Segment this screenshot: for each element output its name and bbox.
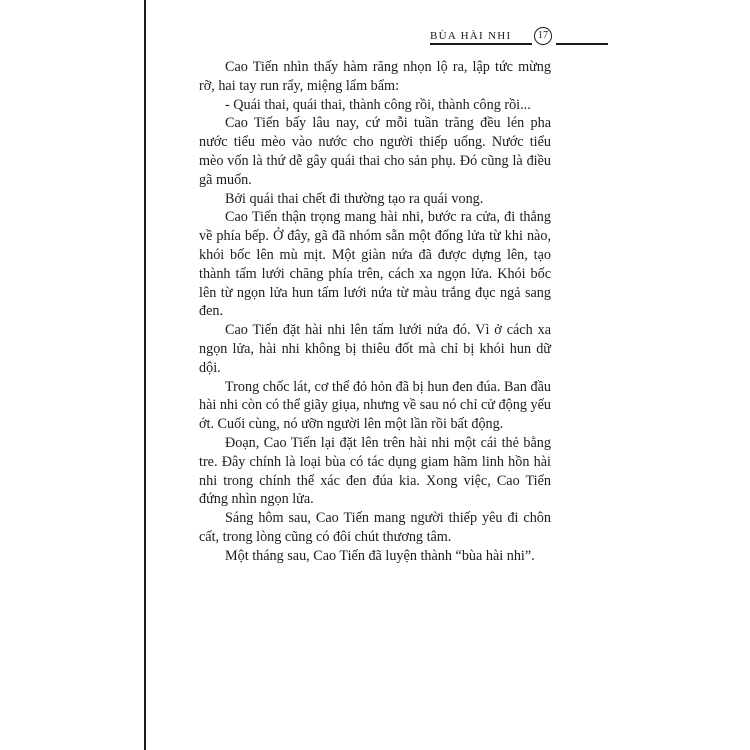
header-rule-left	[430, 43, 532, 45]
header-rule-right	[556, 43, 608, 45]
page-body	[199, 58, 551, 566]
paragraph: Trong chốc lát, cơ thể đỏ hỏn đã bị hun đen đúa. Ban đầu hài nhi còn có thể giãy giụa, nhưng về sau nó chỉ cử động yếu ớt. Cuối cùng, nó ưỡn người lên một lần rồi bất động.	[199, 378, 551, 433]
paragraph: Một tháng sau, Cao Tiến đã luyện thành “bùa hài nhi”.	[225, 547, 535, 564]
page-binding-edge	[144, 0, 146, 750]
paragraph: Cao Tiến đặt hài nhi lên tấm lưới nứa đó. Vì ở cách xa ngọn lửa, hài nhi không bị thiêu đốt mà chỉ bị khói hun dữ dội.	[199, 322, 551, 376]
paragraph: Cao Tiến bấy lâu nay, cứ mỗi tuần trăng đều lén pha nước tiểu mèo vào nước cho người thiếp uống. Nước tiểu mèo vốn là thứ dễ gây quái thai cho sản phụ. Đó cũng là điều gã muốn.	[199, 115, 551, 188]
paragraph: Đoạn, Cao Tiến lại đặt lên trên hài nhi một cái thẻ bằng tre. Đây chính là loại bùa có tác dụng giam hãm linh hồn hài nhi trong chính thể xác đen đúa kia. Xong việc, Cao Tiến đứng nhìn ngọn lửa.	[199, 434, 551, 508]
paragraph: Cao Tiến nhìn thấy hàm răng nhọn lộ ra, lập tức mừng rỡ, hai tay run rẩy, miệng lẩm bẩm:	[199, 59, 551, 94]
paragraph: Bởi quái thai chết đi thường tạo ra quái vong.	[225, 190, 484, 207]
paragraph: Cao Tiến thận trọng mang hài nhi, bước ra cửa, đi thẳng về phía bếp. Ở đây, gã đã nhóm sẵn một đống lửa từ khi nào, khói bốc lên mù mịt. Một giàn nứa đã được dựng lên, tạo thành tấm lưới chăng phía trên, cách xa ngọn lửa. Khói bốc lên từ ngọn lửa hun tấm lưới nứa từ màu trắng đục ngả sang đen.	[199, 209, 551, 320]
running-header	[430, 24, 610, 50]
page-number: 17	[534, 27, 552, 45]
paragraph: - Quái thai, quái thai, thành công rồi, thành công rồi...	[225, 96, 531, 113]
header-title: BÙA HÀI NHI	[430, 30, 512, 42]
paragraph: Sáng hôm sau, Cao Tiến mang người thiếp yêu đi chôn cất, trong lòng cũng có đôi chút thương tâm.	[199, 510, 551, 545]
